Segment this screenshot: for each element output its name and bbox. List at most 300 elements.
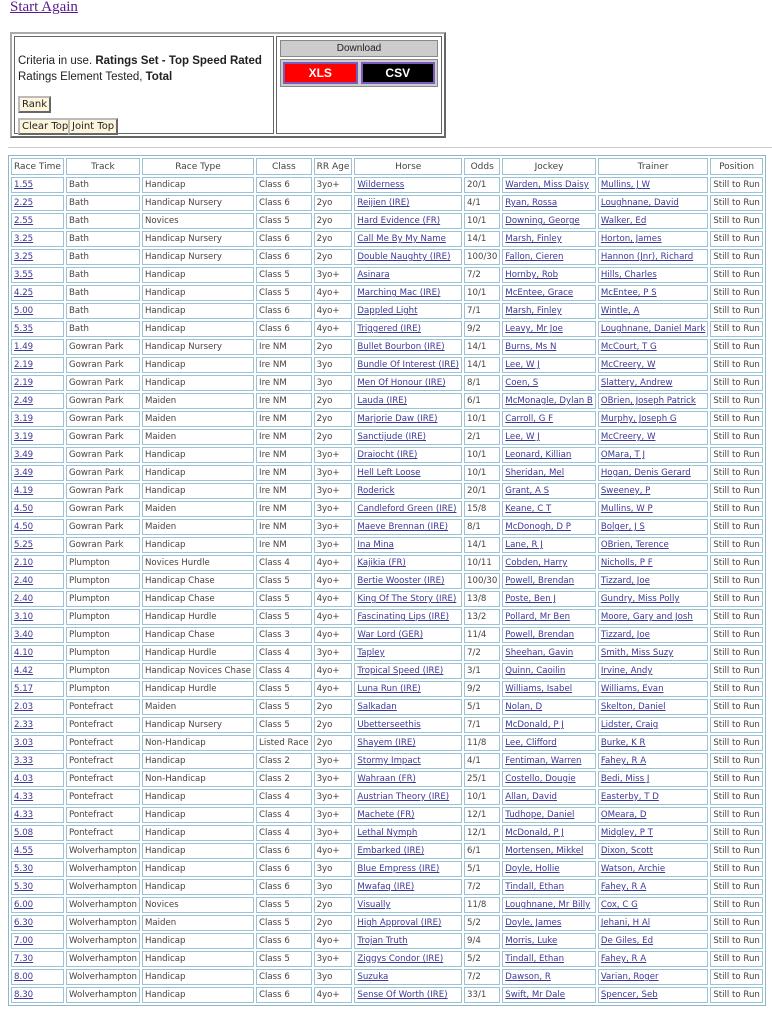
horse-link[interactable]: Stormy Impact (357, 756, 421, 766)
trainer-link[interactable]: Gundry, Miss Polly (600, 594, 680, 604)
cell-horse (354, 987, 462, 1003)
jockey-link[interactable]: Marsh, Finley (505, 234, 562, 244)
cell-track: Wolverhampton (66, 897, 140, 913)
trainer-link[interactable]: OBrien, Joseph Patrick (600, 396, 696, 406)
horse-link[interactable]: Salkadan (357, 702, 397, 712)
trainer-link[interactable]: Jehani, H Al (600, 918, 651, 928)
cell-class: Ire NM (256, 465, 312, 481)
trainer-link[interactable]: Moore, Gary and Josh (600, 612, 693, 622)
horse-link[interactable]: Bertie Wooster (IRE) (357, 576, 445, 586)
race-time-link[interactable]: 4.19 (14, 486, 34, 496)
horse-link[interactable]: Kajikia (FR) (357, 558, 406, 568)
jockey-link[interactable]: Carroll, G F (505, 414, 554, 424)
cell-horse (354, 879, 462, 895)
cell-odds: 7/1 (464, 717, 500, 733)
cell-jockey (502, 375, 596, 391)
race-time-link[interactable]: 8.30 (14, 990, 34, 1000)
trainer-link[interactable]: McCourt, T G (600, 342, 657, 352)
horse-link[interactable]: Men Of Honour (IRE) (357, 378, 446, 388)
cell-odds: 10/1 (464, 789, 500, 805)
trainer-link[interactable]: Hogan, Denis Gerard (600, 468, 691, 478)
cell-race-time (11, 339, 64, 355)
trainer-link[interactable]: Lidster, Craig (600, 720, 659, 730)
cell-race-type: Handicap (142, 753, 254, 769)
cell-trainer (598, 339, 708, 355)
cell-class: Class 6 (256, 843, 312, 859)
race-time-link[interactable]: 3.19 (14, 414, 34, 424)
trainer-link[interactable]: De Giles, Ed (600, 936, 654, 946)
cell-jockey (502, 825, 596, 841)
cell-rr-age: 3yo+ (314, 645, 353, 661)
cell-trainer (598, 393, 708, 409)
jockey-link[interactable]: Loughnane, Mr Billy (505, 900, 591, 910)
trainer-link[interactable]: Burke, K R (600, 738, 646, 748)
cell-position: Still to Run (710, 663, 763, 679)
cell-trainer (598, 753, 708, 769)
cell-horse (354, 951, 462, 967)
race-time-link[interactable]: 3.03 (14, 738, 34, 748)
horse-link[interactable]: Tropical Speed (IRE) (357, 666, 444, 676)
cell-track: Gowran Park (66, 483, 140, 499)
trainer-link[interactable]: Cox, C G (600, 900, 638, 910)
jockey-link[interactable]: Fentiman, Warren (505, 756, 582, 766)
cell-rr-age: 3yo+ (314, 267, 353, 283)
horse-link[interactable]: Call Me By My Name (357, 234, 446, 244)
table-row (11, 897, 763, 913)
horse-link[interactable]: War Lord (GER) (357, 630, 424, 640)
jockey-link[interactable]: Coen, S (505, 378, 539, 388)
trainer-link[interactable]: Smith, Miss Suzy (600, 648, 674, 658)
jockey-link[interactable]: Costello, Dougie (505, 774, 576, 784)
cell-horse (354, 429, 462, 445)
cell-track: Plumpton (66, 663, 140, 679)
cell-jockey (502, 771, 596, 787)
trainer-link[interactable]: Sweeney, P (600, 486, 651, 496)
race-time-link[interactable]: 5.00 (14, 306, 34, 316)
jockey-link[interactable]: Nolan, D (505, 702, 543, 712)
cell-race-time (11, 663, 64, 679)
horse-link[interactable]: Sanctijude (IRE) (357, 432, 426, 442)
cell-jockey (502, 717, 596, 733)
trainer-link[interactable]: Hannon (Jnr), Richard (600, 252, 694, 262)
race-time-link[interactable]: 2.33 (14, 720, 34, 730)
cell-position: Still to Run (710, 789, 763, 805)
jockey-link[interactable]: Warden, Miss Daisy (505, 180, 589, 190)
trainer-link[interactable]: McCreery, W (600, 432, 656, 442)
race-time-link[interactable]: 3.49 (14, 450, 34, 460)
trainer-link[interactable]: Tizzard, Joe (600, 576, 650, 586)
cell-odds: 5/1 (464, 861, 500, 877)
jockey-link[interactable]: Williams, Isabel (505, 684, 573, 694)
jockey-link[interactable]: Pollard, Mr Ben (505, 612, 571, 622)
trainer-link[interactable]: Horton, James (600, 234, 662, 244)
jockey-link[interactable]: Swift, Mr Dale (505, 990, 566, 1000)
jockey-link[interactable]: Downing, George (505, 216, 580, 226)
cell-horse (354, 753, 462, 769)
race-time-link[interactable]: 2.55 (14, 216, 34, 226)
race-time-link[interactable]: 3.55 (14, 270, 34, 280)
cell-odds: 12/1 (464, 807, 500, 823)
race-time-link[interactable]: 4.42 (14, 666, 34, 676)
race-time-link[interactable]: 5.30 (14, 864, 34, 874)
cell-jockey (502, 915, 596, 931)
horse-link[interactable]: Visually (357, 900, 391, 910)
cell-trainer (598, 573, 708, 589)
horse-link[interactable]: High Approval (IRE) (357, 918, 442, 928)
cell-track: Gowran Park (66, 537, 140, 553)
jockey-link[interactable]: McDonald, P J (505, 828, 564, 838)
cell-trainer (598, 591, 708, 607)
jockey-link[interactable]: Hornby, Rob (505, 270, 559, 280)
cell-class: Class 6 (256, 195, 312, 211)
cell-race-time (11, 231, 64, 247)
race-time-link[interactable]: 3.25 (14, 252, 34, 262)
horse-link[interactable]: Marjorie Daw (IRE) (357, 414, 438, 424)
race-time-link[interactable]: 3.33 (14, 756, 34, 766)
cell-position: Still to Run (710, 195, 763, 211)
table-row (11, 717, 763, 733)
jockey-link[interactable]: McEntee, Grace (505, 288, 574, 298)
trainer-link[interactable]: Wintle, A (600, 306, 640, 316)
trainer-link[interactable]: Spencer, Seb (600, 990, 658, 1000)
trainer-link[interactable]: OMara, T J (600, 450, 646, 460)
jockey-link[interactable]: Tindall, Ethan (505, 954, 565, 964)
cell-race-type: Handicap (142, 825, 254, 841)
trainer-link[interactable]: Nicholls, P F (600, 558, 653, 568)
cell-race-type: Maiden (142, 915, 254, 931)
race-time-link[interactable]: 2.19 (14, 378, 34, 388)
table-row (11, 699, 763, 715)
cell-race-time (11, 987, 64, 1003)
trainer-link[interactable]: Midgley, P T (600, 828, 653, 838)
cell-race-type: Handicap Nursery (142, 249, 254, 265)
table-row (11, 807, 763, 823)
jockey-link[interactable]: Sheehan, Gavin (505, 648, 574, 658)
trainer-link[interactable]: Loughnane, David (600, 198, 679, 208)
race-time-link[interactable]: 1.49 (14, 342, 34, 352)
jockey-link[interactable]: Doyle, Hollie (505, 864, 560, 874)
trainer-link[interactable]: Tizzard, Joe (600, 630, 650, 640)
cell-track: Wolverhampton (66, 843, 140, 859)
race-time-link[interactable]: 6.30 (14, 918, 34, 928)
cell-track: Bath (66, 249, 140, 265)
race-time-link[interactable]: 2.10 (14, 558, 34, 568)
horse-link[interactable]: Candleford Green (IRE) (357, 504, 457, 514)
horse-link[interactable]: Sense Of Worth (IRE) (357, 990, 448, 1000)
cell-class: Ire NM (256, 357, 312, 373)
race-time-link[interactable]: 2.49 (14, 396, 34, 406)
race-time-link[interactable]: 8.00 (14, 972, 34, 982)
jockey-link[interactable]: Lee, Clifford (505, 738, 557, 748)
horse-link[interactable]: Bundle Of Interest (IRE) (357, 360, 460, 370)
race-time-link[interactable]: 2.03 (14, 702, 34, 712)
xls-button[interactable]: XLS (283, 62, 358, 84)
trainer-link[interactable]: Loughnane, Daniel Mark (600, 324, 706, 334)
cell-rr-age: 3yo+ (314, 537, 353, 553)
joint-top-button[interactable]: Joint Top (68, 118, 118, 135)
horse-link[interactable]: Luna Run (IRE) (357, 684, 421, 694)
race-time-link[interactable]: 3.19 (14, 432, 34, 442)
jockey-link[interactable]: Powell, Brendan (505, 576, 575, 586)
race-time-link[interactable]: 5.08 (14, 828, 34, 838)
horse-link[interactable]: Suzuka (357, 972, 389, 982)
horse-link[interactable]: Wahraan (FR) (357, 774, 416, 784)
horse-link[interactable]: Roderick (357, 486, 395, 496)
jockey-link[interactable]: Fallon, Cieren (505, 252, 564, 262)
horse-link[interactable]: Embarked (IRE) (357, 846, 425, 856)
cell-track: Pontefract (66, 753, 140, 769)
cell-odds: 4/1 (464, 753, 500, 769)
horse-link[interactable]: Hard Evidence (FR) (357, 216, 441, 226)
cell-class: Class 4 (256, 663, 312, 679)
cell-jockey (502, 357, 596, 373)
jockey-link[interactable]: Powell, Brendan (505, 630, 575, 640)
race-time-link[interactable]: 2.25 (14, 198, 34, 208)
race-time-link[interactable]: 5.17 (14, 684, 34, 694)
header-class: Class (256, 158, 312, 175)
horse-link[interactable]: Reijien (IRE) (357, 198, 410, 208)
horse-link[interactable]: Bullet Bourbon (IRE) (357, 342, 445, 352)
horse-link[interactable]: Dappled Light (357, 306, 418, 316)
trainer-link[interactable]: Williams, Evan (600, 684, 664, 694)
ratings-set: Ratings Set - Top Speed Rated (95, 55, 262, 67)
cell-rr-age: 4yo+ (314, 591, 353, 607)
start-again-link[interactable]: Start Again (10, 0, 78, 15)
jockey-link[interactable]: Sheridan, Mel (505, 468, 565, 478)
race-time-link[interactable]: 4.10 (14, 648, 34, 658)
cell-jockey (502, 321, 596, 337)
race-time-link[interactable]: 3.49 (14, 468, 34, 478)
race-time-link[interactable]: 7.30 (14, 954, 34, 964)
horse-link[interactable]: Lethal Nymph (357, 828, 418, 838)
trainer-link[interactable]: Walker, Ed (600, 216, 647, 226)
jockey-link[interactable]: Lee, W J (505, 360, 540, 370)
race-time-link[interactable]: 4.33 (14, 810, 34, 820)
horse-link[interactable]: Mwafaq (IRE) (357, 882, 415, 892)
horse-link[interactable]: Trojan Truth (357, 936, 408, 946)
cell-trainer (598, 987, 708, 1003)
cell-position: Still to Run (710, 429, 763, 445)
race-time-link[interactable]: 6.00 (14, 900, 34, 910)
race-time-link[interactable]: 4.25 (14, 288, 34, 298)
race-time-link[interactable]: 2.40 (14, 594, 34, 604)
race-time-link[interactable]: 3.40 (14, 630, 34, 640)
race-time-link[interactable]: 4.33 (14, 792, 34, 802)
trainer-link[interactable]: OMeara, D (600, 810, 647, 820)
clear-top-button[interactable]: Clear Top (18, 118, 72, 135)
cell-race-time (11, 807, 64, 823)
csv-button[interactable]: CSV (361, 62, 436, 84)
cell-track: Plumpton (66, 645, 140, 661)
table-row (11, 843, 763, 859)
cell-jockey (502, 753, 596, 769)
race-time-link[interactable]: 7.00 (14, 936, 34, 946)
jockey-link[interactable]: Tindall, Ethan (505, 882, 565, 892)
cell-trainer (598, 789, 708, 805)
cell-class: Listed Race (256, 735, 312, 751)
horse-link[interactable]: Ina Mina (357, 540, 394, 550)
cell-race-time (11, 483, 64, 499)
jockey-link[interactable]: Quinn, Caoilin (505, 666, 566, 676)
cell-trainer (598, 627, 708, 643)
horse-link[interactable]: Fascinating Lips (IRE) (357, 612, 449, 622)
race-time-link[interactable]: 4.03 (14, 774, 34, 784)
jockey-link[interactable]: McDonald, P J (505, 720, 564, 730)
trainer-link[interactable]: Fahey, R A (600, 756, 647, 766)
jockey-link[interactable]: McMonagle, Dylan B (505, 396, 593, 406)
trainer-link[interactable]: Mullins, W P (600, 504, 653, 514)
race-time-link[interactable]: 5.30 (14, 882, 34, 892)
cell-position: Still to Run (710, 879, 763, 895)
criteria-text (18, 53, 262, 85)
race-time-link[interactable]: 4.55 (14, 846, 34, 856)
cell-race-time (11, 555, 64, 571)
cell-position: Still to Run (710, 861, 763, 877)
cell-position: Still to Run (710, 933, 763, 949)
table-row (11, 555, 763, 571)
jockey-link[interactable]: Poste, Ben J (505, 594, 556, 604)
cell-race-type: Handicap (142, 267, 254, 283)
cell-position: Still to Run (710, 501, 763, 517)
table-row (11, 825, 763, 841)
jockey-link[interactable]: Tudhope, Daniel (505, 810, 575, 820)
race-time-link[interactable]: 2.40 (14, 576, 34, 586)
header-horse: Horse (354, 158, 462, 175)
jockey-link[interactable]: Lee, W J (505, 432, 540, 442)
cell-position: Still to Run (710, 591, 763, 607)
cell-position: Still to Run (710, 627, 763, 643)
trainer-link[interactable]: Irvine, Andy (600, 666, 653, 676)
horse-link[interactable]: Shayem (IRE) (357, 738, 416, 748)
cell-race-type: Handicap Nursery (142, 195, 254, 211)
cell-rr-age: 3yo+ (314, 807, 353, 823)
cell-horse (354, 933, 462, 949)
trainer-link[interactable]: Dixon, Scott (600, 846, 654, 856)
cell-trainer (598, 645, 708, 661)
cell-rr-age: 3yo+ (314, 771, 353, 787)
horse-link[interactable]: Draiocht (IRE) (357, 450, 418, 460)
race-time-link[interactable]: 4.50 (14, 522, 34, 532)
jockey-link[interactable]: Leavy, Mr Joe (505, 324, 563, 334)
jockey-link[interactable]: Morris, Luke (505, 936, 558, 946)
cell-class: Class 5 (256, 591, 312, 607)
trainer-link[interactable]: Hills, Charles (600, 270, 657, 280)
cell-track: Bath (66, 285, 140, 301)
horse-link[interactable]: Ubetterseethis (357, 720, 421, 730)
trainer-link[interactable]: Skelton, Daniel (600, 702, 666, 712)
cell-jockey (502, 843, 596, 859)
horse-link[interactable]: Maeve Brennan (IRE) (357, 522, 448, 532)
jockey-link[interactable]: Marsh, Finley (505, 306, 562, 316)
race-time-link[interactable]: 4.50 (14, 504, 34, 514)
trainer-link[interactable]: Fahey, R A (600, 954, 647, 964)
jockey-link[interactable]: Lane, R J (505, 540, 543, 550)
cell-track: Bath (66, 195, 140, 211)
cell-position: Still to Run (710, 645, 763, 661)
horse-link[interactable]: Austrian Theory (IRE) (357, 792, 450, 802)
cell-horse (354, 231, 462, 247)
race-time-link[interactable]: 3.25 (14, 234, 34, 244)
horse-link[interactable]: Marching Mac (IRE) (357, 288, 441, 298)
cell-horse (354, 195, 462, 211)
jockey-link[interactable]: Mortensen, Mikkel (505, 846, 584, 856)
horse-link[interactable]: Hell Left Loose (357, 468, 421, 478)
trainer-link[interactable]: Varian, Roger (600, 972, 659, 982)
cell-rr-age: 3yo+ (314, 465, 353, 481)
horse-link[interactable]: Blue Empress (IRE) (357, 864, 440, 874)
cell-track: Plumpton (66, 681, 140, 697)
cell-odds: 6/1 (464, 393, 500, 409)
horse-link[interactable]: Wilderness (357, 180, 405, 190)
horse-link[interactable]: King Of The Story (IRE) (357, 594, 457, 604)
race-time-link[interactable]: 1.55 (14, 180, 34, 190)
header-track: Track (66, 158, 140, 175)
horse-link[interactable]: Tapley (357, 648, 385, 658)
trainer-link[interactable]: Fahey, R A (600, 882, 647, 892)
table-row (11, 861, 763, 877)
race-time-link[interactable]: 2.19 (14, 360, 34, 370)
jockey-link[interactable]: Keane, C T (505, 504, 552, 514)
cell-jockey (502, 807, 596, 823)
race-time-link[interactable]: 5.25 (14, 540, 34, 550)
trainer-link[interactable]: Mullins, J W (600, 180, 651, 190)
cell-class: Class 4 (256, 825, 312, 841)
trainer-link[interactable]: Easterby, T D (600, 792, 659, 802)
cell-track: Gowran Park (66, 519, 140, 535)
trainer-link[interactable]: McEntee, P S (600, 288, 657, 298)
race-time-link[interactable]: 5.35 (14, 324, 34, 334)
jockey-link[interactable]: Burns, Ms N (505, 342, 557, 352)
jockey-link[interactable]: Allan, David (505, 792, 557, 802)
table-row (11, 195, 763, 211)
horse-link[interactable]: Ziggys Condor (IRE) (357, 954, 444, 964)
cell-jockey (502, 681, 596, 697)
table-row (11, 249, 763, 265)
cell-trainer (598, 537, 708, 553)
cell-rr-age: 2yo (314, 195, 353, 211)
cell-class: Class 6 (256, 249, 312, 265)
jockey-link[interactable]: Dawson, R (505, 972, 551, 982)
rank-button[interactable]: Rank (18, 96, 51, 113)
horse-link[interactable]: Triggered (IRE) (357, 324, 421, 334)
trainer-link[interactable]: Murphy, Joseph G (600, 414, 677, 424)
trainer-link[interactable]: Watson, Archie (600, 864, 666, 874)
cell-class: Class 6 (256, 969, 312, 985)
trainer-link[interactable]: OBrien, Terence (600, 540, 669, 550)
jockey-link[interactable]: Leonard, Killian (505, 450, 572, 460)
cell-position: Still to Run (710, 303, 763, 319)
horse-link[interactable]: Machete (FR) (357, 810, 415, 820)
race-time-link[interactable]: 3.10 (14, 612, 34, 622)
trainer-link[interactable]: Bolger, J S (600, 522, 645, 532)
cell-track: Wolverhampton (66, 951, 140, 967)
trainer-link[interactable]: McCreery, W (600, 360, 656, 370)
jockey-link[interactable]: Ryan, Rossa (505, 198, 558, 208)
jockey-link[interactable]: Grant, A S (505, 486, 550, 496)
horse-link[interactable]: Asinara (357, 270, 390, 280)
horse-link[interactable]: Double Naughty (IRE) (357, 252, 451, 262)
trainer-link[interactable]: Bedi, Miss J (600, 774, 650, 784)
horse-link[interactable]: Lauda (IRE) (357, 396, 407, 406)
jockey-link[interactable]: McDonogh, D P (505, 522, 571, 532)
cell-rr-age: 2yo (314, 213, 353, 229)
cell-track: Pontefract (66, 807, 140, 823)
cell-rr-age: 3yo+ (314, 177, 353, 193)
jockey-link[interactable]: Cobden, Harry (505, 558, 568, 568)
jockey-link[interactable]: Doyle, James (505, 918, 562, 928)
trainer-link[interactable]: Slattery, Andrew (600, 378, 673, 388)
cell-horse (354, 969, 462, 985)
